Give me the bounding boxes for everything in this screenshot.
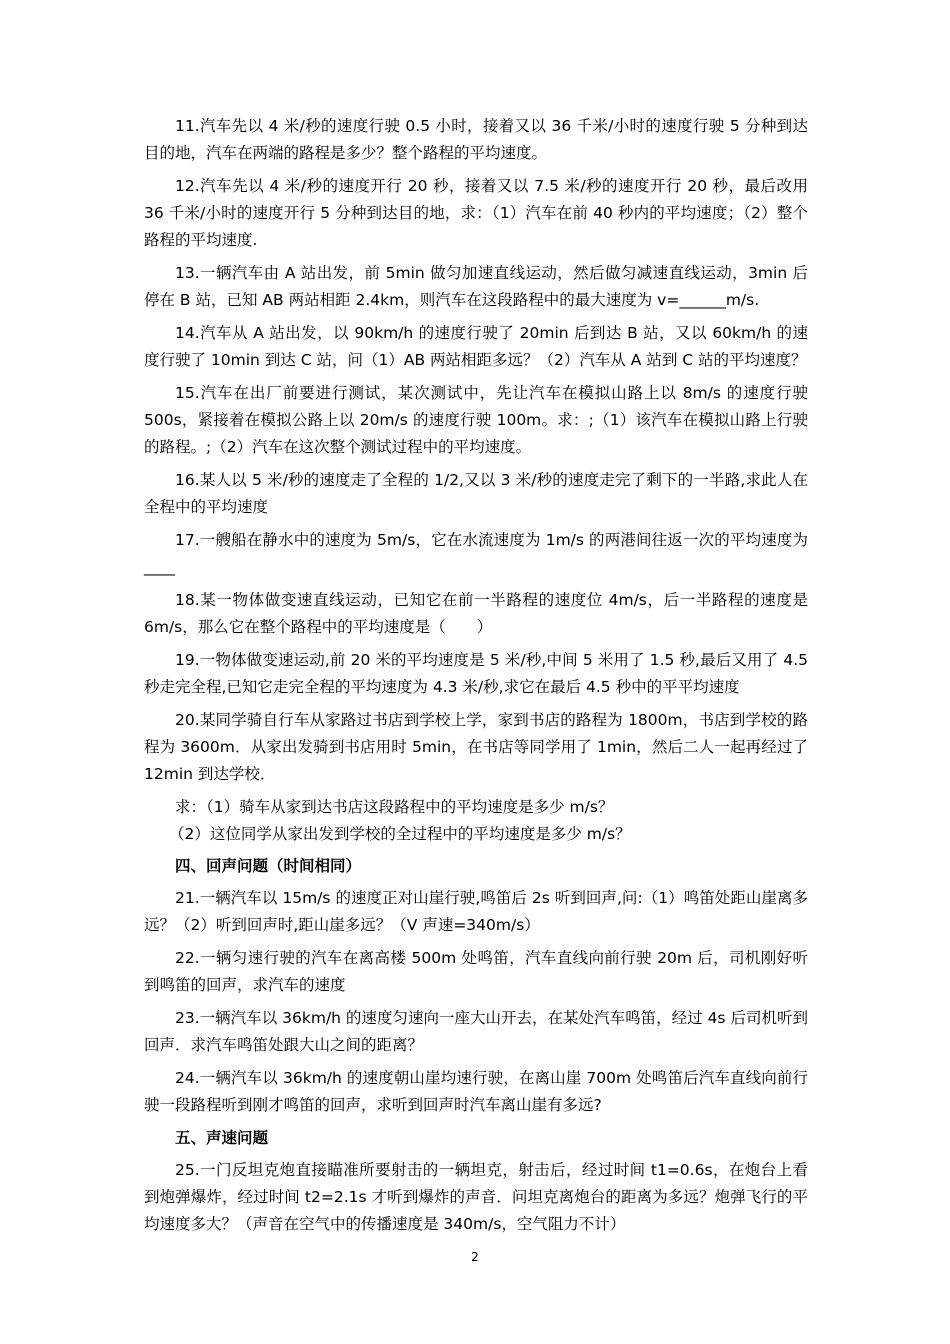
page-number: 2 bbox=[471, 1250, 479, 1264]
question-24: 24.一辆汽车以 36km/h 的速度朝山崖均速行驶，在离山崖 700m 处鸣笛后汽车直线向前行驶一段路程听到刚才鸣笛的回声，求听到回声时汽车离山崖有多远? bbox=[144, 1069, 808, 1114]
question-17: 17.一艘船在静水中的速度为 5m/s，它在水流速度为 1m/s 的两港间往返一次的平均速度为____ bbox=[144, 531, 808, 576]
question-23: 23.一辆汽车以 36km/h 的速度匀速向一座大山开去，在某处汽车鸣笛，经过 4s 后司机听到回声．求汽车鸣笛处跟大山之间的距离？ bbox=[144, 1009, 808, 1054]
question-25: 25.一门反坦克炮直接瞄准所要射击的一辆坦克，射击后，经过时间 t1=0.6s，在炮台上看到炮弹爆炸，经过时间 t2=2.1s 才听到爆炸的声音．问坦克离炮台的距离为多远？炮弹飞行的平均速度多大？（声音在空气中的传播速度是 340m/s，空气阻力不计） bbox=[144, 1161, 808, 1233]
question-21: 21.一辆汽车以 15m/s 的速度正对山崖行驶,鸣笛后 2s 听到回声,问:（1）鸣笛处距山崖离多远？（2）听到回声时,距山崖多远？（V 声速=340m/s） bbox=[144, 889, 808, 934]
section-heading-sound-speed: 五、声速问题 bbox=[175, 1129, 269, 1147]
question-22: 22.一辆匀速行驶的汽车在离高楼 500m 处鸣笛，汽车直线向前行驶 20m 后，司机刚好听到鸣笛的回声，求汽车的速度 bbox=[144, 949, 808, 994]
question-15: 15.汽车在出厂前要进行测试，某次测试中，先让汽车在模拟山路上以 8m/s 的速度行驶 500s，紧接着在模拟公路上以 20m/s 的速度行驶 100m。求：;（1）该汽车在模拟山路上行驶的路程。;（2）汽车在这次整个测试过程中的平均速度。 bbox=[144, 384, 808, 456]
question-12: 12.汽车先以 4 米/秒的速度开行 20 秒，接着又以 7.5 米/秒的速度开行 20 秒，最后改用 36 千米/小时的速度开行 5 分种到达目的地，求：（1）汽车在前 40 秒内的平均速度；（2）整个路程的平均速度. bbox=[144, 177, 808, 249]
section-heading-echo: 四、回声问题（时间相同） bbox=[175, 857, 362, 875]
question-16: 16.某人以 5 米/秒的速度走了全程的 1/2,又以 3 米/秒的速度走完了剩下的一半路,求此人在全程中的平均速度 bbox=[144, 471, 808, 516]
question-20-part-1: 求：（1）骑车从家到达书店这段路程中的平均速度是多少 m/s？ bbox=[175, 798, 614, 816]
question-14: 14.汽车从 A 站出发，以 90km/h 的速度行驶了 20min 后到达 B 站，又以 60km/h 的速度行驶了 10min 到达 C 站，问（1）AB 两站相距多远？（2）汽车从 A 站到 C 站的平均速度？ bbox=[144, 324, 808, 369]
question-20: 20.某同学骑自行车从家路过书店到学校上学，家到书店的路程为 1800m，书店到学校的路程为 3600m．从家出发骑到书店用时 5min，在书店等同学用了 1min，然后二人一起再经过了 12min 到达学校． bbox=[144, 711, 808, 783]
document-body bbox=[144, 113, 808, 1244]
question-11: 11.汽车先以 4 米/秒的速度行驶 0.5 小时，接着又以 36 千米/小时的速度行驶 5 分种到达目的地，汽车在两端的路程是多少？整个路程的平均速度。 bbox=[144, 117, 808, 162]
question-18: 18.某一物体做变速直线运动，已知它在前一半路程的速度位 4m/s，后一半路程的速度是 6m/s，那么它在整个路程中的平均速度是（ ） bbox=[144, 591, 808, 636]
question-13: 13.一辆汽车由 A 站出发，前 5min 做匀加速直线运动，然后做匀减速直线运动，3min 后停在 B 站，已知 AB 两站相距 2.4km，则汽车在这段路程中的最大速度为 v=______m/s. bbox=[144, 264, 808, 309]
question-19: 19.一物体做变速运动,前 20 米的平均速度是 5 米/秒,中间 5 米用了 1.5 秒,最后又用了 4.5 秒走完全程,已知它走完全程的平均速度为 4.3 米/秒,求它在最后 4.5 秒中的平平均速度 bbox=[144, 651, 808, 696]
question-20-part-2: （2）这位同学从家出发到学校的全过程中的平均速度是多少 m/s？ bbox=[169, 825, 631, 843]
